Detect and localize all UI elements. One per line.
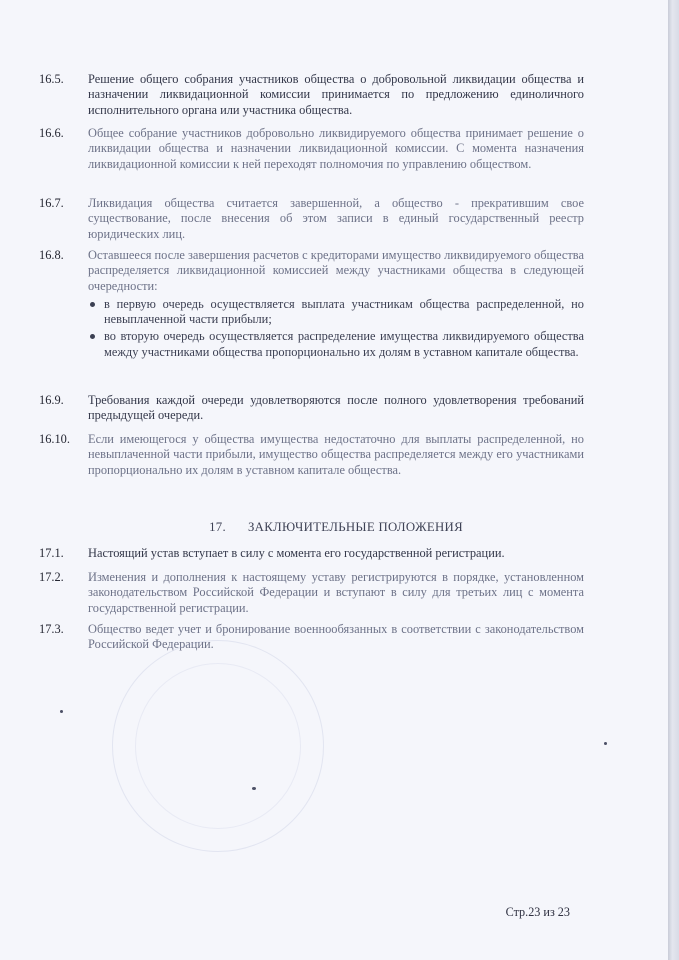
clause-text: Решение общего собрания участников общества о добровольной ликвидации общества и назначении ликвидационной комиссии принимается по предложению единоличного исполнительного органа или участника общества. [88,72,584,117]
clause-text: Настоящий устав вступает в силу с момента его государственной регистрации. [88,546,505,560]
clause-text: Ликвидация общества считается завершенной, а общество - прекратившим свое существование, после внесения об этом записи в единый государственный реестр юридических лиц. [88,196,584,241]
clause-17-3 [39,622,584,653]
page-number: Стр.23 из 23 [505,905,570,919]
ink-speck [252,787,256,790]
clause-17-2 [39,570,584,616]
clause-16-10 [39,432,584,478]
clause-text: Оставшееся после завершения расчетов с кредиторами имущество ликвидируемого общества распределяется ликвидационной комиссией между участниками общества в следующей очередности: [88,248,584,293]
list-item [88,329,584,360]
clause-number: 17.3. [39,622,64,636]
ink-speck [60,710,63,713]
list-item [88,297,584,328]
clause-number: 16.7. [39,196,64,210]
clause-text: Изменения и дополнения к настоящему уставу регистрируются в порядке, установленном законодательством Российской Федерации и вступают в силу для третьих лиц с момента государственной регистрации. [88,570,584,615]
clause-16-6 [39,126,584,172]
faint-seal-impression [112,640,324,852]
ink-speck [604,742,607,745]
clause-number: 16.8. [39,248,64,262]
bullet-icon [90,302,95,307]
page-edge-shadow [668,0,679,960]
section-number: 17. [209,520,226,534]
clause-16-9 [39,393,584,424]
section-title: ЗАКЛЮЧИТЕЛЬНЫЕ ПОЛОЖЕНИЯ [247,520,463,534]
clause-16-7 [39,196,584,242]
list-item-text: в первую очередь осуществляется выплата участникам общества распределенной, но невыплаченной части прибыли; [104,296,584,327]
clause-16-8 [39,248,584,362]
clause-text: Требования каждой очереди удовлетворяются после полного удовлетворения требований предыдущей очереди. [88,393,584,423]
bullet-list [88,297,584,360]
clause-text: Общество ведет учет и бронирование военнообязанных в соответствии с законодательством Российской Федерации. [88,622,584,652]
list-item-text: во вторую очередь осуществляется распределение имущества ликвидируемого общества между участниками общества пропорционально их долям в уставном капитале общества. [104,329,584,359]
clause-16-5 [39,72,584,118]
clause-text: Если имеющегося у общества имущества недостаточно для выплаты распределенной, но невыплаченной части прибыли, имущество общества распределяется между его участниками пропорционально их долям в уставном капитале общества. [88,432,584,477]
clause-number: 16.10. [39,432,70,446]
clause-17-1 [39,546,584,561]
clause-number: 17.2. [39,570,64,584]
section-heading [88,520,584,535]
clause-number: 16.5. [39,72,64,86]
clause-number: 16.6. [39,126,64,140]
clause-number: 17.1. [39,546,64,560]
clause-text: Общее собрание участников добровольно ликвидируемого общества принимает решение о ликвидации общества и назначении ликвидационной комиссии. С момента назначения ликвидационной комиссии к ней переходят полномочия по управлению обществом. [88,126,584,171]
clause-number: 16.9. [39,393,64,407]
bullet-icon [90,334,95,339]
